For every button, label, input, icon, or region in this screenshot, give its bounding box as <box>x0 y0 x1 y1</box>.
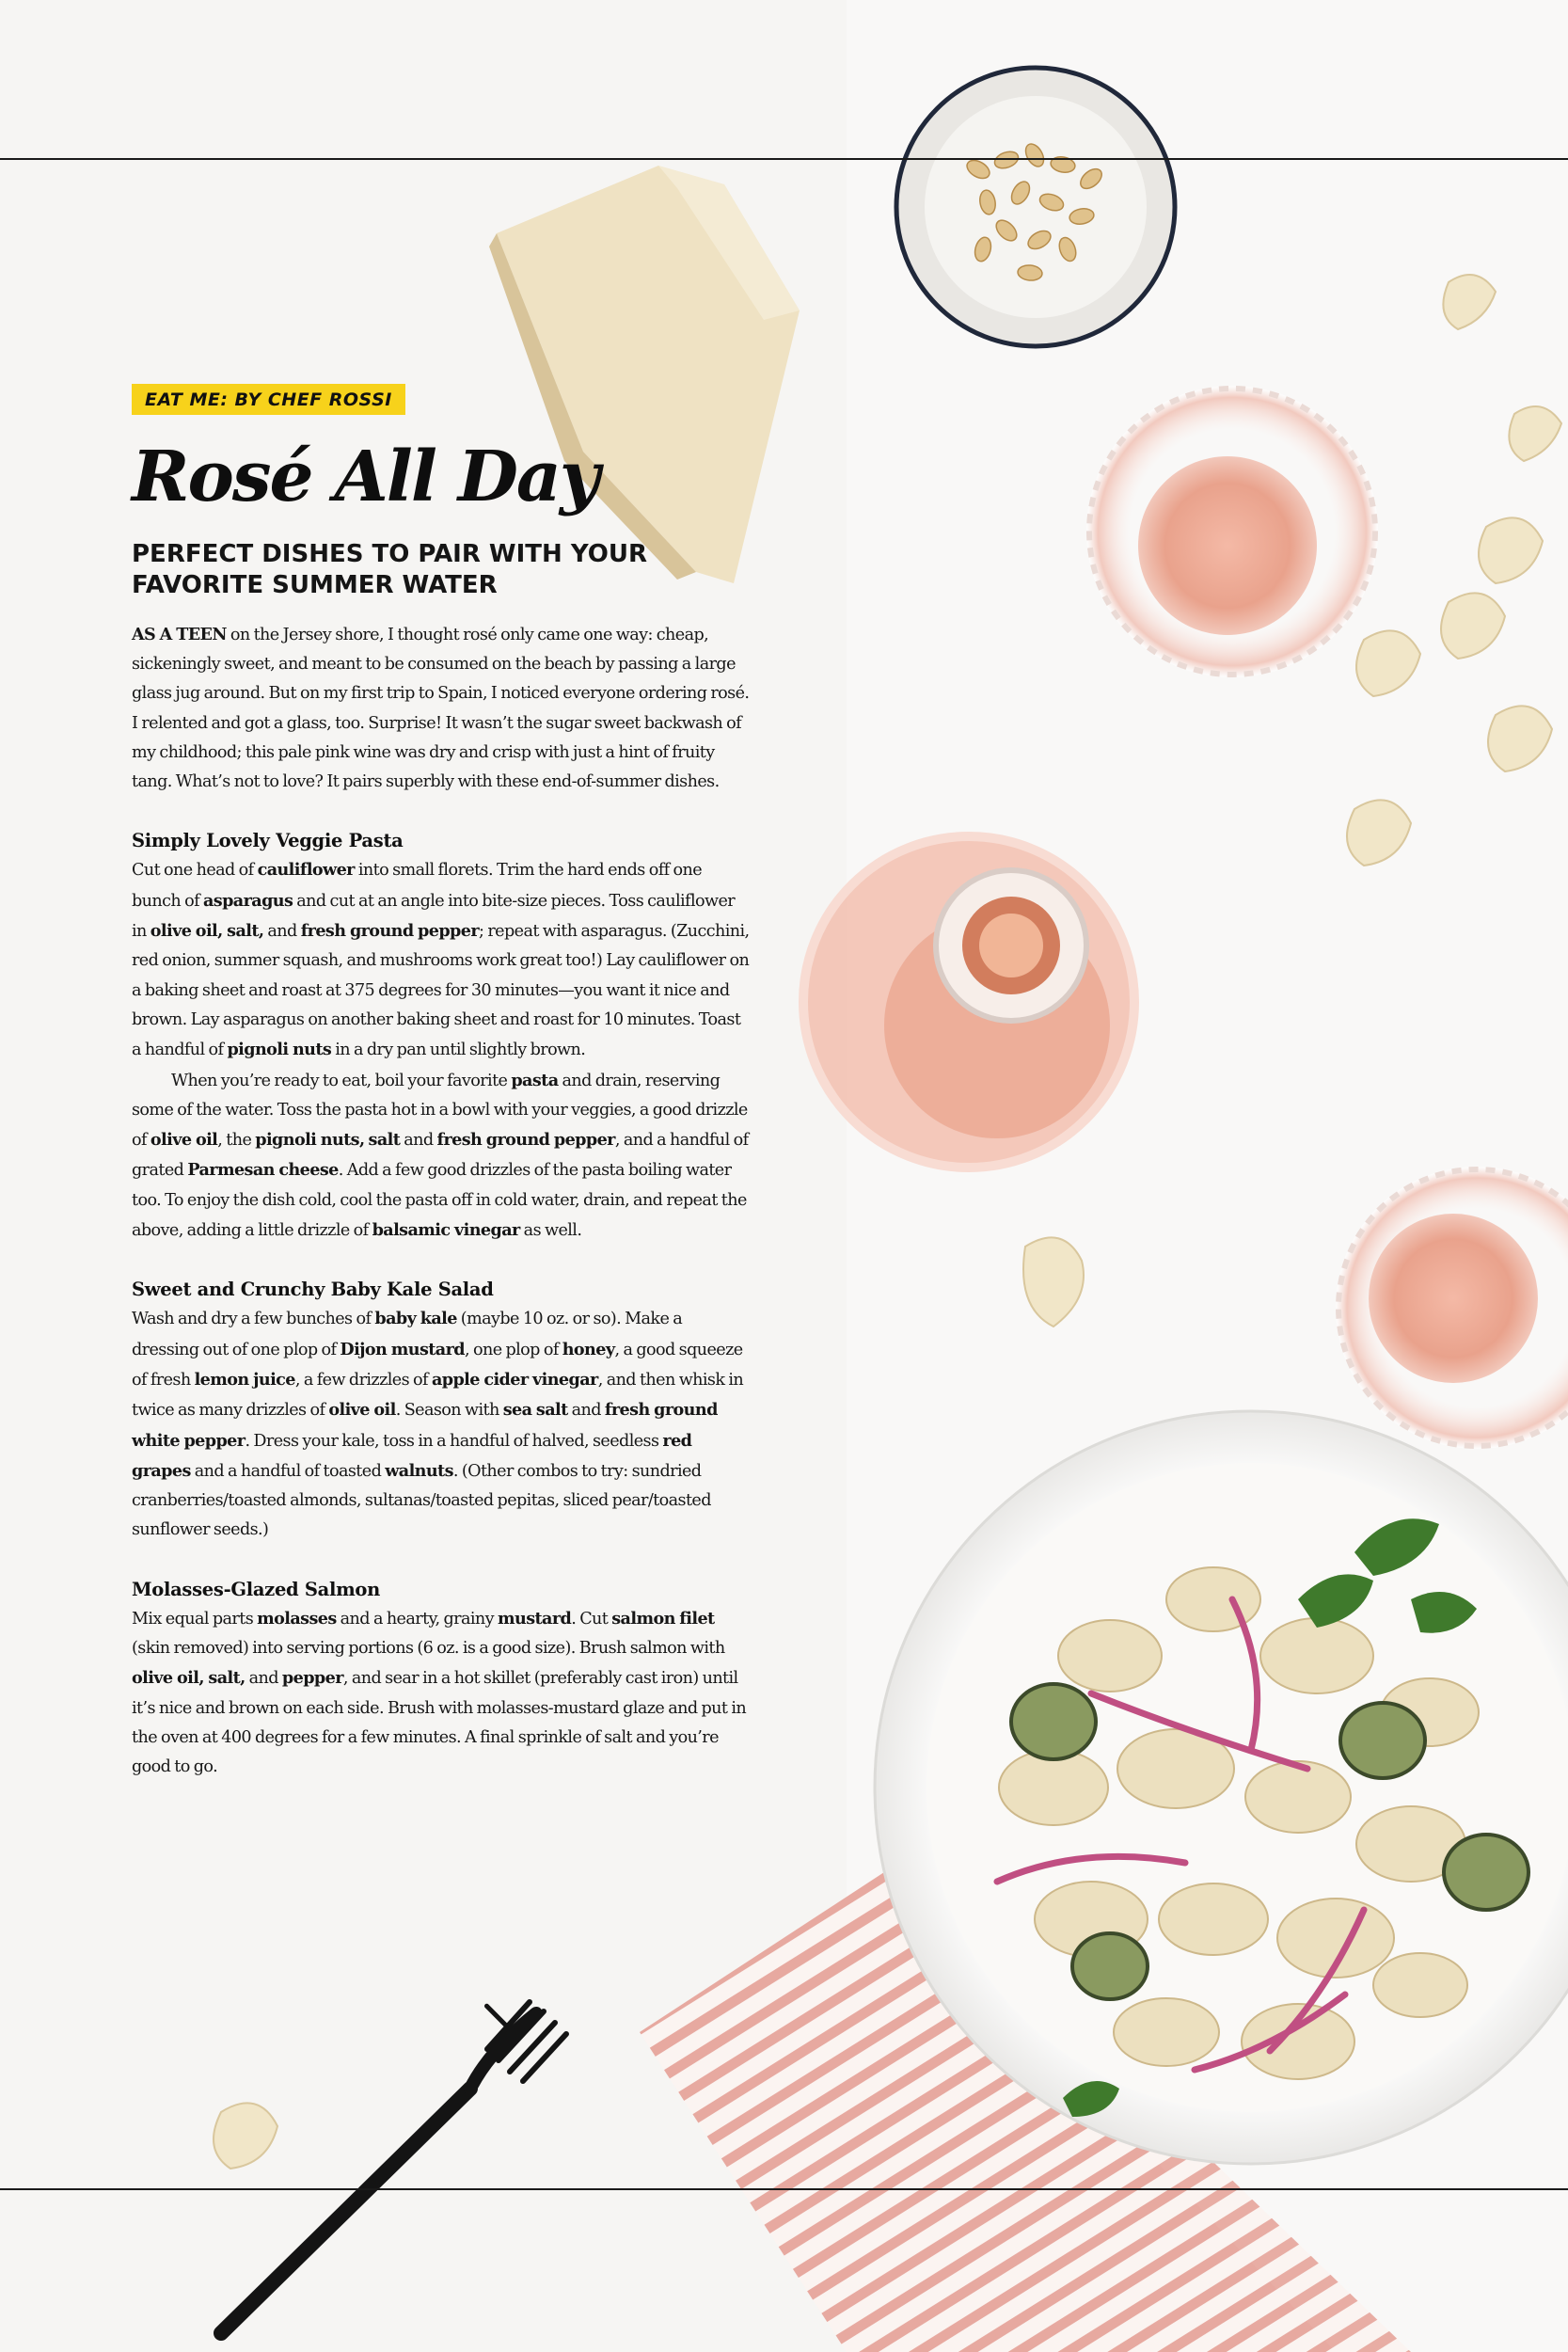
bottom-rule <box>0 2188 1568 2190</box>
text-run: , a good squeeze of fresh <box>132 1340 743 1390</box>
ingredient-bold: pignoli nuts <box>227 1040 332 1060</box>
text-run: in a dry pan until slightly brown. <box>331 1041 586 1060</box>
ingredient-bold: honey <box>562 1339 615 1359</box>
ingredient-bold: sea salt <box>502 1400 568 1421</box>
ingredient-bold: cauliflower <box>257 860 355 881</box>
text-run: . Cut <box>571 1609 612 1629</box>
text-run: (maybe 10 oz. or so). Make a dressing out of one plop of <box>132 1310 683 1359</box>
ingredient-bold: olive oil <box>150 1130 218 1151</box>
ingredient-bold: pignoli nuts, <box>255 1130 365 1151</box>
text-run: Wash and dry a few bunches of <box>132 1310 375 1329</box>
ingredient-bold: red grapes <box>132 1430 692 1481</box>
recipe-title-veggie-pasta: Simply Lovely Veggie Pasta <box>132 830 404 852</box>
text-run: and drain, reserving some of the water. Toss the pasta hot in a bowl with your veggies, a good drizzle of <box>132 1071 748 1151</box>
ingredient-bold: olive oil <box>328 1400 396 1421</box>
ingredient-bold: pasta <box>511 1070 559 1090</box>
ingredient-bold: fresh ground pepper <box>436 1130 615 1151</box>
text-run: and a handful of toasted <box>190 1461 386 1481</box>
text-run: . Season with <box>395 1401 503 1421</box>
text-run: and <box>245 1669 282 1689</box>
text-run: and <box>263 922 301 942</box>
ingredient-bold: pepper <box>281 1668 343 1689</box>
ingredient-bold: walnuts <box>385 1460 453 1481</box>
ingredient-bold: salt <box>368 1130 401 1151</box>
ingredient-bold: olive oil, salt, <box>150 921 264 942</box>
top-rule <box>0 158 1568 160</box>
text-run: and cut at an angle into bite-size pieces. Toss cauliflower in <box>132 891 736 942</box>
text-run: When you’re ready to eat, boil your favorite <box>171 1071 512 1090</box>
text-run: ; repeat with asparagus. (Zucchini, red onion, summer squash, and mushrooms work great too!) Lay cauliflower on a baking sheet and roast at 375 degrees for 30 minutes—you want it nice and brown. Lay asparagus on another baking sheet and roast for 10 minutes. Toast a handful of <box>132 922 750 1060</box>
intro-text: on the Jersey shore, I thought rosé only came one way: cheap, sickeningly sweet, and meant to be consumed on the beach by passing a large glass jug around. But on my first trip to Spain, I noticed everyone ordering rosé. I relented and got a glass, too. Surprise! It wasn’t the sugar sweet backwash of my childhood; this pale pink wine was dry and crisp with just a hint of fruity tang. What’s not to love? It pairs superbly with these end-of-summer dishes. <box>132 625 750 792</box>
column-kicker: EAT ME: BY CHEF ROSSI <box>132 384 405 415</box>
ingredient-bold: fresh ground white pepper <box>132 1400 718 1451</box>
text-run: into small florets. Trim the hard ends off one bunch of <box>132 861 703 911</box>
text-run: , one plop of <box>464 1340 562 1359</box>
ingredient-bold: salmon filet <box>611 1608 715 1629</box>
text-run: , and sear in a hot skillet (preferably cast iron) until it’s nice and brown on each side. Brush with molasses-mustard glaze and put in the oven at 400 degrees for a few minutes. A final sprinkle of salt and you’re good to go. <box>132 1669 747 1777</box>
ingredient-bold: lemon juice <box>194 1369 295 1390</box>
recipe-title-salmon: Molasses-Glazed Salmon <box>132 1578 381 1600</box>
article-title: Rosé All Day <box>132 437 598 517</box>
intro-paragraph <box>132 620 752 798</box>
text-run: . Add a few good drizzles of the pasta boiling water too. To enjoy the dish cold, cool the pasta off in cold water, drain, and repeat the above, adding a little drizzle of <box>132 1161 747 1241</box>
text-run: (skin removed) into serving portions (6 oz. is a good size). Brush salmon with <box>132 1639 725 1658</box>
recipe-veggie-pasta-paragraph-1 <box>132 855 752 1065</box>
text-run: . (Other combos to try: sundried cranberries/toasted almonds, sultanas/toasted pepitas, sliced pear/toasted sunflower seeds.) <box>132 1461 711 1540</box>
text-run: , and a handful of grated <box>132 1131 749 1181</box>
recipe-kale-salad-paragraph <box>132 1304 752 1545</box>
text-run: and <box>400 1131 437 1151</box>
article <box>132 384 752 1782</box>
ingredient-bold: asparagus <box>203 890 293 911</box>
text-run: as well. <box>519 1221 582 1241</box>
text-run: Cut one head of <box>132 861 258 881</box>
ingredient-bold: mustard <box>497 1608 572 1629</box>
rose-glass-top <box>1086 386 1378 677</box>
recipe-veggie-pasta-paragraph-2 <box>132 1066 752 1247</box>
text-run: , and then whisk in twice as many drizzles of <box>132 1370 744 1421</box>
text-run: , the <box>217 1131 256 1151</box>
ingredient-bold: balsamic vinegar <box>372 1220 520 1241</box>
ingredient-bold: fresh ground pepper <box>300 921 480 942</box>
rose-bottle <box>803 836 1134 1168</box>
ingredient-bold: Dijon mustard <box>340 1339 465 1359</box>
ingredient-bold: apple cider vinegar <box>431 1369 598 1390</box>
ingredient-bold: olive oil, salt, <box>132 1668 245 1689</box>
text-run: , a few drizzles of <box>294 1370 432 1390</box>
pine-nut-bowl <box>896 68 1175 346</box>
intro-lead-in: AS A TEEN <box>132 624 227 644</box>
text-run: and <box>567 1401 605 1421</box>
ingredient-bold: molasses <box>257 1608 337 1629</box>
article-dek: PERFECT DISHES TO PAIR WITH YOUR FAVORITE SUMMER WATER <box>132 539 647 599</box>
ingredient-bold: Parmesan cheese <box>187 1160 339 1181</box>
text-run: . Dress your kale, toss in a handful of halved, seedless <box>245 1431 663 1451</box>
recipe-salmon-paragraph <box>132 1604 752 1783</box>
text-run: and a hearty, grainy <box>336 1609 498 1629</box>
ingredient-bold: baby kale <box>374 1309 457 1329</box>
text-run: Mix equal parts <box>132 1609 258 1629</box>
recipe-title-kale-salad: Sweet and Crunchy Baby Kale Salad <box>132 1279 494 1301</box>
